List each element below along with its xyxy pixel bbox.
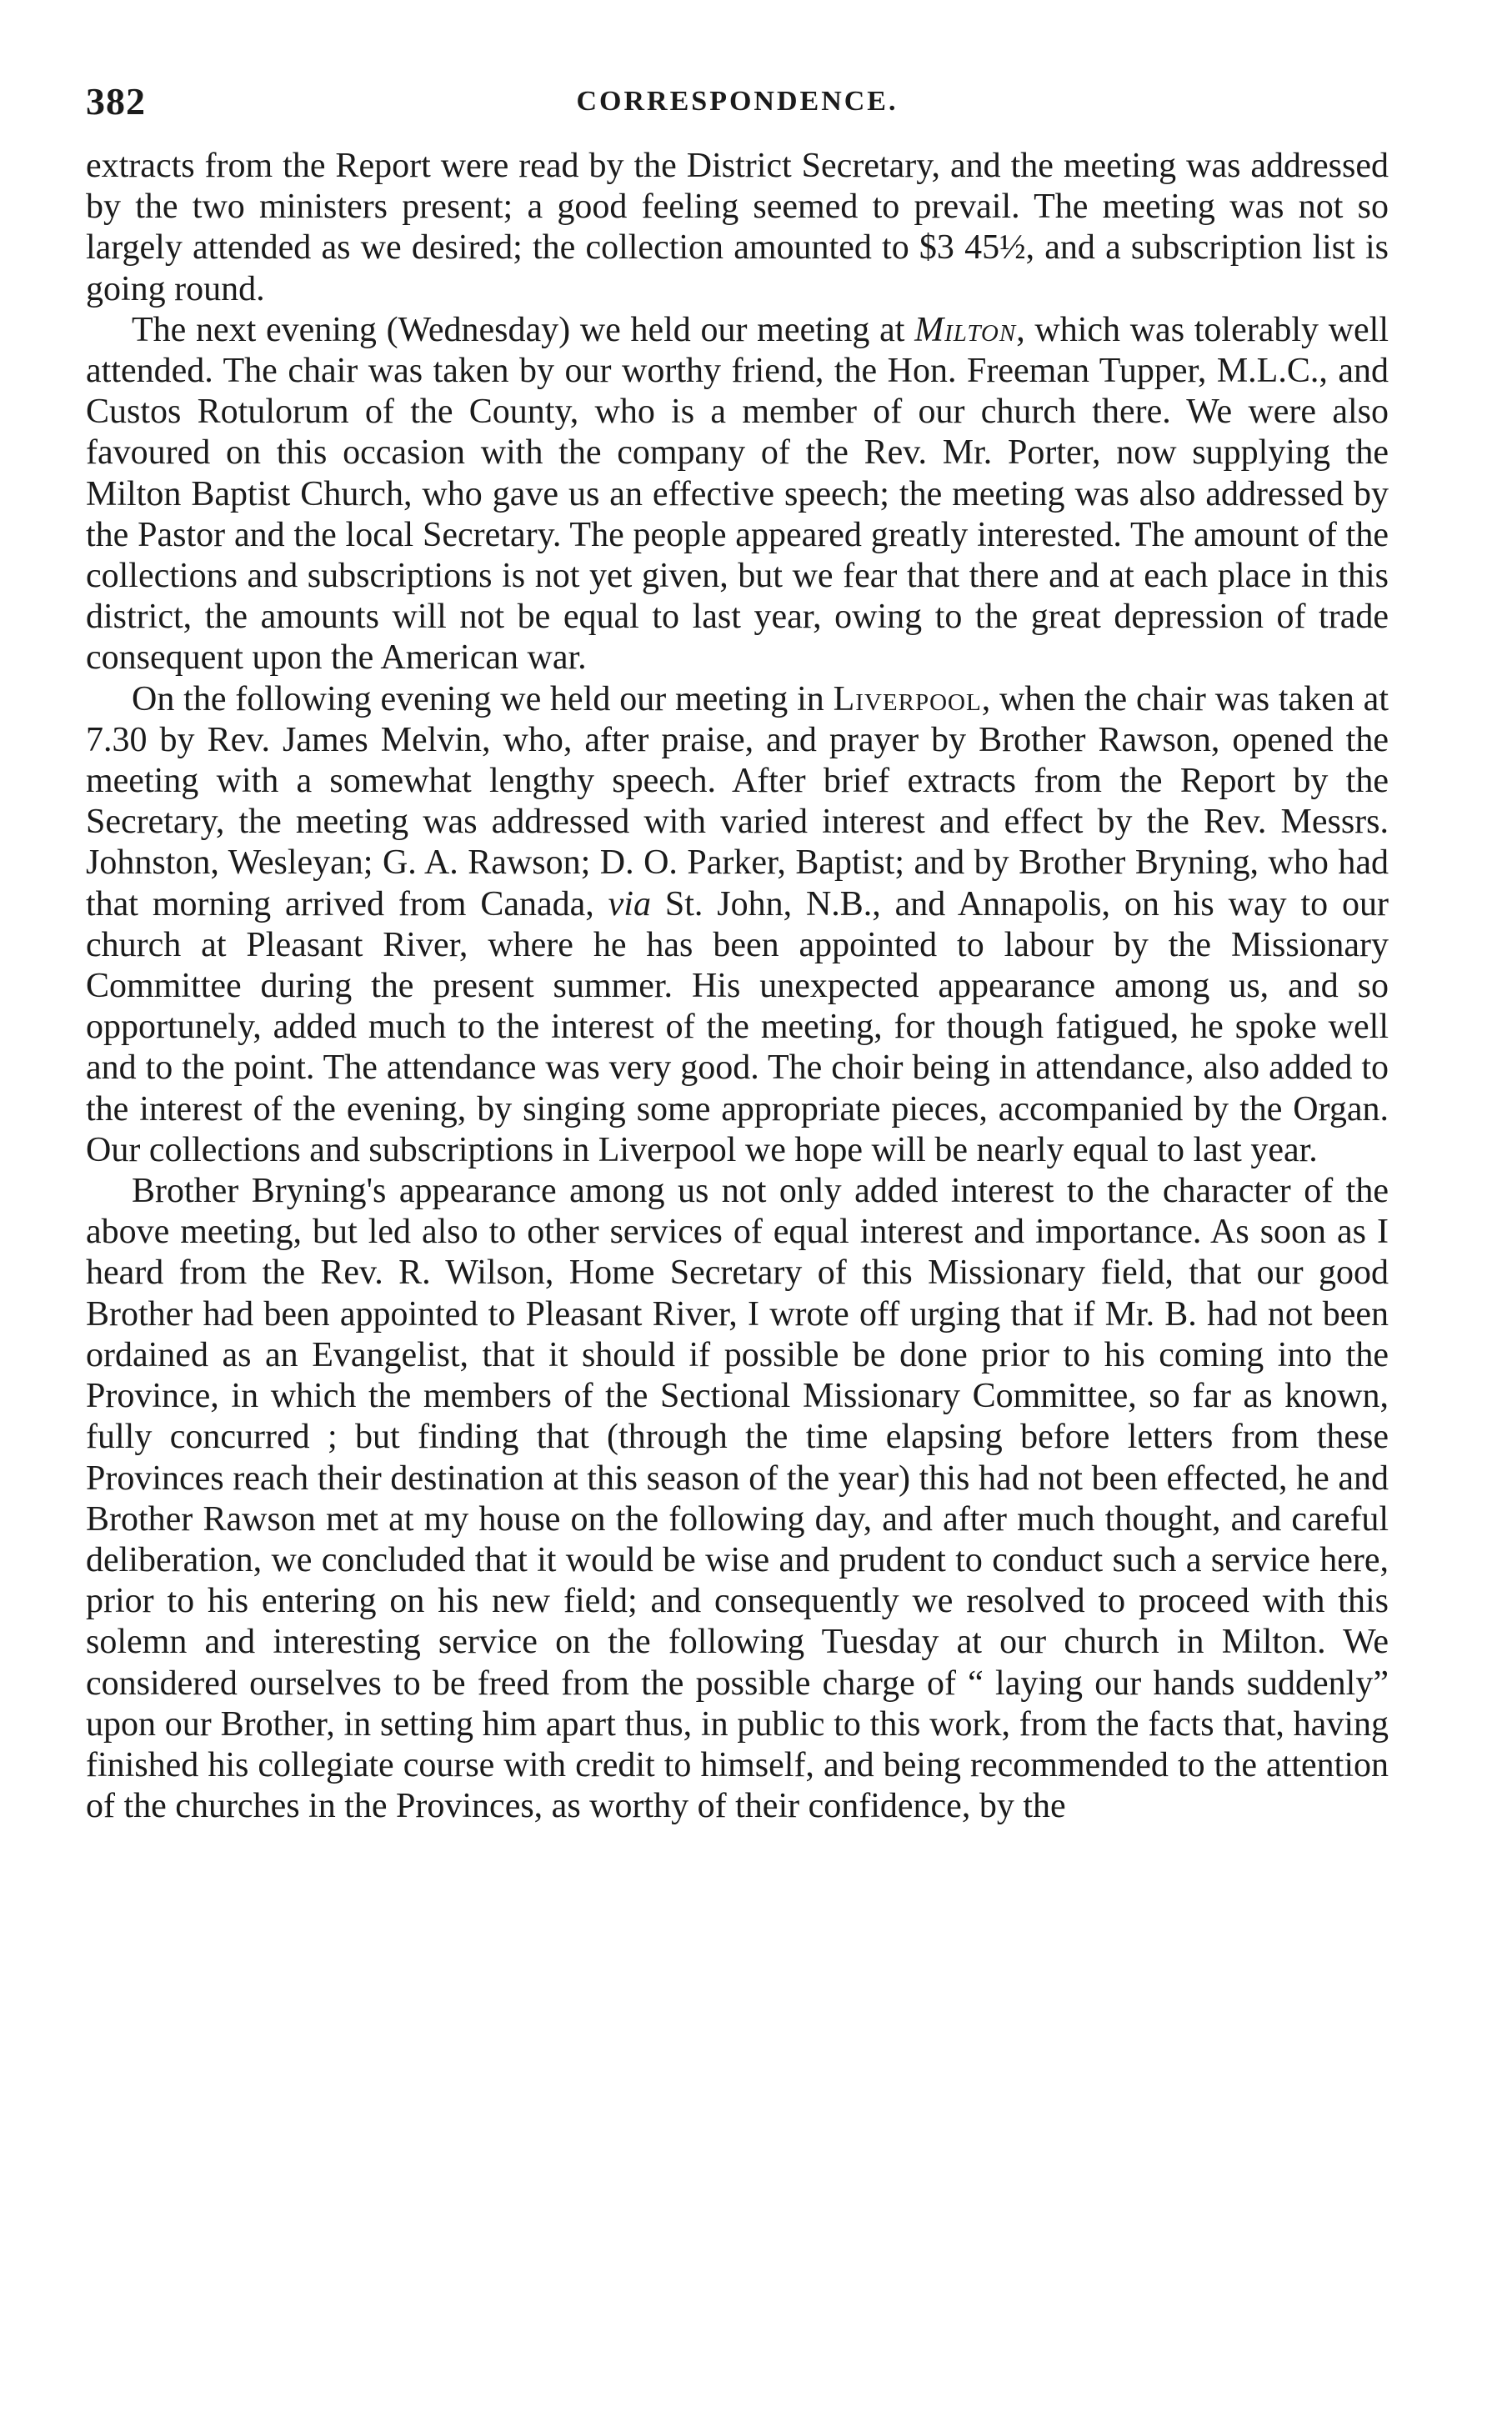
text-run: On the following evening we held our meeting in [132, 679, 834, 718]
text-run: St. John, N.B., and Annapolis, on his way to our church at Pleasant River, where he has been appointed to labour by the Missionary Committee during the present summer. His unexpected appearance among us, and so opportunely, added much to the interest of the meeting, for though fatigued, he spoke well and to the point. The attendance was very good. The choir being in attendance, also added to the interest of the evening, by singing some appropriate pieces, accompanied by the Organ. Our collections and subscriptions in Liverpool we hope will be nearly equal to last year. [86, 884, 1389, 1169]
italic-word: via [608, 884, 651, 923]
text-run: The next evening (Wednesday) we held our meeting at [132, 310, 915, 349]
running-head: CORRESPONDENCE. [576, 86, 899, 117]
text-run: , when the chair was taken at 7.30 by Rev. James Melvin, who, after praise, and prayer by Brother Rawson, opened the meeting with a somewhat lengthy speech. After brief extracts from the Report by the Secretary, the meeting was addressed with varied interest and effect by the Rev. Messrs. Johnston, Wesleyan; G. A. Rawson; D. O. Parker, Baptist; and by Brother Bryning, who had that morning arrived from Canada, [86, 679, 1389, 923]
place-name-liverpool: Liverpool [833, 679, 982, 718]
body-text [86, 146, 1389, 1827]
paragraph [86, 1171, 1389, 1827]
text-run: , which was tolerably well attended. The chair was taken by our worthy friend, the Hon. Freeman Tupper, M.L.C., and Custos Rotulorum of the County, who is a member of our church there. We were also favoured on this occasion with the company of the Rev. Mr. Porter, now supplying the Milton Baptist Church, who gave us an effective speech; the meeting was also addressed by the Pastor and the local Secretary. The people appeared greatly interested. The amount of the collections and subscriptions is not yet given, but we fear that there and at each place in this district, the amounts will not be equal to last year, owing to the great depression of trade consequent upon the American war. [86, 310, 1389, 678]
paragraph [86, 310, 1389, 679]
page-number: 382 [86, 80, 146, 123]
place-name-milton: Milton [914, 310, 1017, 349]
paragraph [86, 679, 1389, 1171]
text-run: Brother Bryning's appearance among us not only added interest to the character of the above meeting, but led also to other services of equal interest and importance. As soon as I heard from the Rev. R. Wilson, Home Secretary of this Missionary field, that our good Brother had been appointed to Pleasant River, I wrote off urging that if Mr. B. had not been ordained as an Evangelist, that it should if possible be done prior to his coming into the Province, in which the members of the Sectional Missionary Committee, so far as known, fully concurred ; but finding that (through the time elapsing before letters from these Provinces reach their destination at this season of the year) this had not been effected, he and Brother Rawson met at my house on the following day, and after much thought, and careful deliberation, we concluded that it would be wise and prudent to conduct such a service here, prior to his entering on his new field; and consequently we resolved to proceed with this solemn and interesting service on the following Tuesday at our church in Milton. We considered ourselves to be freed from the possible charge of “ laying our hands suddenly” upon our Brother, in setting him apart thus, in public to this work, from the facts that, having finished his collegiate course with credit to himself, and being recommended to the attention of the churches in the Provinces, as worthy of their confidence, by the [86, 1172, 1389, 1826]
paragraph [86, 146, 1389, 310]
page-header [86, 79, 1389, 146]
text-run: extracts from the Report were read by the District Secretary, and the meeting was addressed by the two ministers present; a good feeling seemed to prevail. The meeting was not so largely attended as we desired; the collection amounted to $3 45½, and a subscription list is going round. [86, 147, 1389, 308]
